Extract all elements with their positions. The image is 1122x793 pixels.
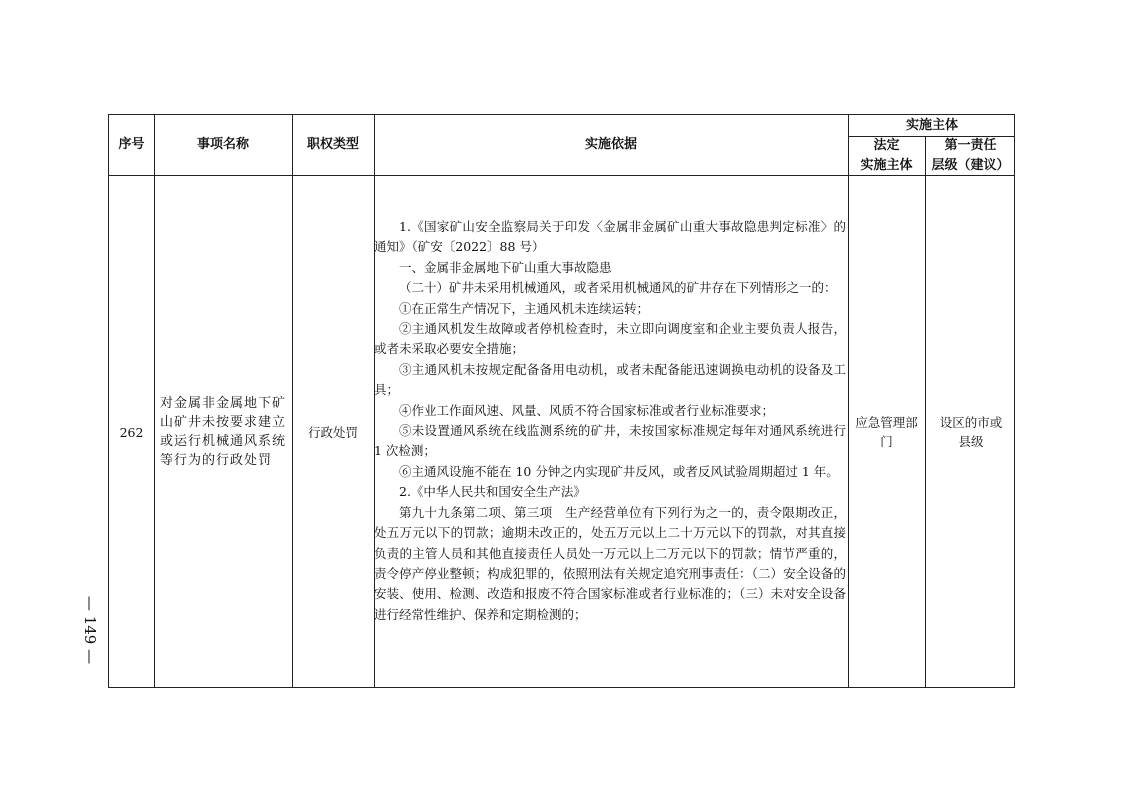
header-power-type: 职权类型 (306, 137, 359, 152)
header-basis: 实施依据 (584, 137, 637, 152)
row-legal-subject: 应急管理部门 (855, 415, 918, 449)
row-basis (374, 217, 846, 625)
row-item-name: 对金属非金属地下矿山矿井未按要求建立或运行机械通风系统等行为的行政处罚 (160, 396, 287, 468)
basis-paragraph: ②主通风机发生故障或者停机检查时，未立即向调度室和企业主要负责人报告，或者未采取必要安全措施； (374, 321, 846, 357)
col-divider (925, 136, 926, 687)
basis-paragraph: 2.《中华人民共和国安全生产法》 (399, 484, 586, 500)
header-item-name: 事项名称 (196, 137, 249, 152)
basis-paragraph: （二十）矿井未采用机械通风，或者采用机械通风的矿井存在下列情形之一的： (399, 280, 837, 296)
row-power-type: 行政处罚 (307, 424, 358, 440)
header-first-resp-line2: 层级（建议） (931, 157, 1010, 173)
header-subject-group: 实施主体 (905, 117, 958, 133)
header-seq: 序号 (118, 137, 145, 152)
row-seq: 262 (119, 424, 144, 440)
basis-paragraph: ⑤未设置通风系统在线监测系统的矿井，未按国家标准规定每年对通风系统进行 1 次检测； (374, 423, 846, 459)
basis-paragraph: 1.《国家矿山安全监察局关于印发〈金属非金属矿山重大事故隐患判定标准〉的通知》（矿安〔2022〕88 号） (374, 219, 846, 255)
row-item-name-cell (160, 175, 286, 689)
basis-paragraph: ①在正常生产情况下，主通风机未连续运转； (399, 300, 650, 316)
header-first-resp-line1: 第一责任 (944, 137, 997, 153)
basis-paragraph: ⑥主通风设施不能在 10 分钟之内实现矿井反风，或者反风试验周期超过 1 年。 (399, 463, 839, 479)
col-divider (154, 115, 155, 687)
row-first-resp: 设区的市或县级 (939, 415, 1003, 449)
col-divider (848, 115, 849, 687)
authority-table (108, 114, 1015, 688)
page-number: — 149 — (81, 595, 99, 665)
basis-paragraph: ③主通风机未按规定配备备用电动机，或者未配备能迅速调换电动机的设备及工具； (374, 361, 846, 398)
basis-paragraph: 一、金属非金属地下矿山重大事故隐患 (399, 259, 612, 275)
header-legal-subject-line2: 实施主体 (860, 157, 913, 173)
header-legal-subject-line1: 法定 (873, 137, 900, 153)
header-first-resp (925, 136, 1016, 175)
basis-paragraph: 第九十九条第二项、第三项 生产经营单位有下列行为之一的，责令限期改正，处五万元以下的罚款；逾期未改正的，处五万元以上二十万元以下的罚款，对其直接负责的主管人员和其他直接责任人员处一万元以上二万元以下的罚款；情节严重的，责令停产停业整顿；构成犯罪的，依照刑法有关规定追究刑事责任：（二）安全设备的安装、使用、检测、改造和报废不符合国家标准或者行业标准的；（三）未对安全设备进行经常性维护、保养和定期检测的； (374, 504, 846, 622)
header-legal-subject (848, 136, 925, 175)
basis-paragraph: ④作业工作面风速、风量、风质不符合国家标准或者行业标准要求； (399, 402, 775, 418)
